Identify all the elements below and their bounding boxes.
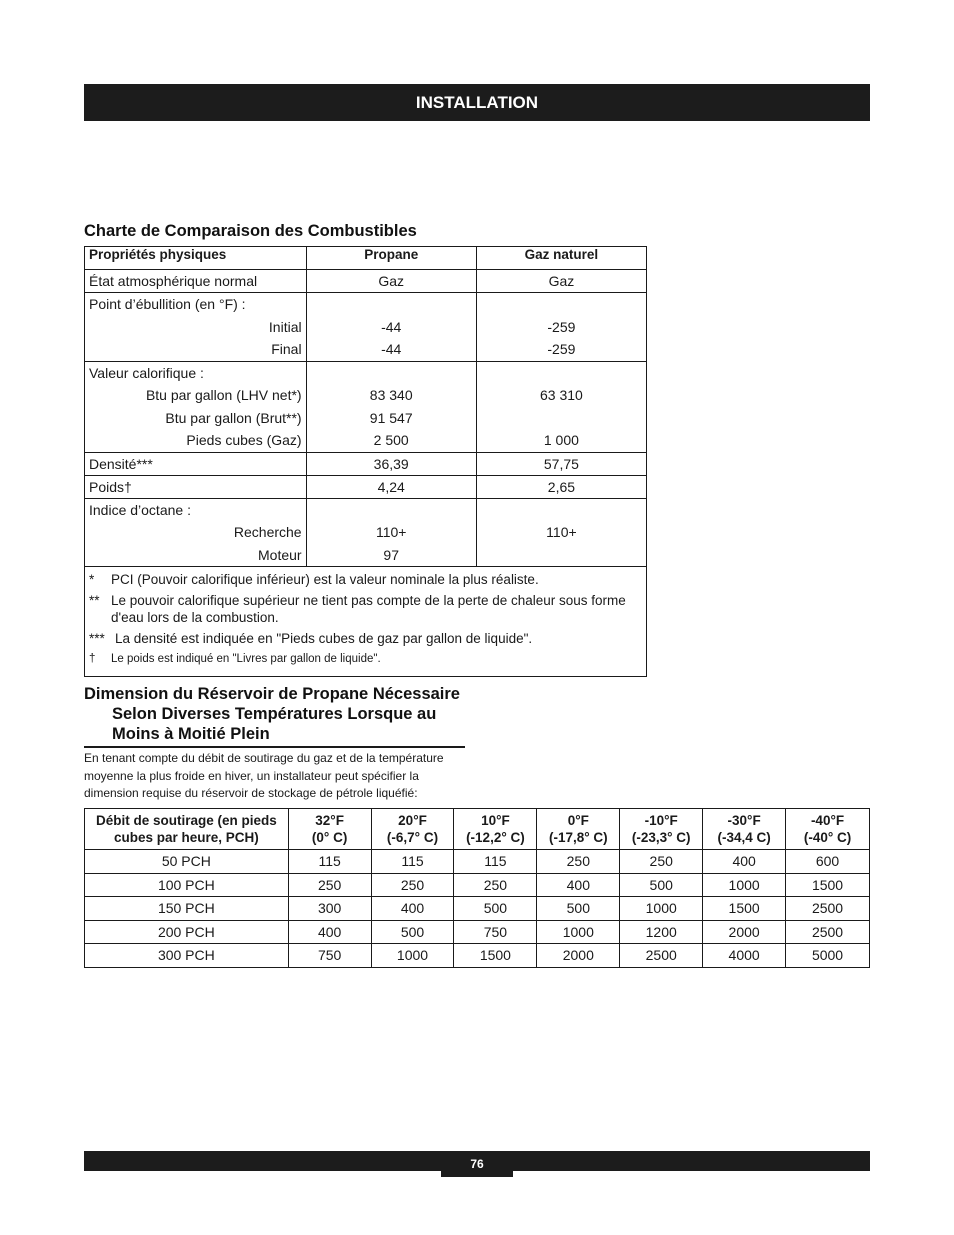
cell-value: 400 [371, 897, 454, 921]
cell-value: 1000 [537, 920, 620, 944]
footnote-mark: ** [89, 593, 100, 608]
cell-value: -259 [547, 341, 576, 357]
section-header-title: INSTALLATION [415, 92, 539, 112]
cell-value: Gaz [306, 270, 476, 293]
cell-value: 2500 [786, 897, 870, 921]
row-label: 100 PCH [85, 873, 289, 897]
cell-value: -44 [381, 318, 402, 335]
cell-value: 1000 [620, 897, 703, 921]
footnote [89, 651, 642, 668]
cell-value: 5000 [786, 944, 870, 968]
table-row [85, 850, 870, 874]
cell-value: 500 [620, 873, 703, 897]
fuel-comparison-table [84, 246, 647, 677]
column-header: Gaz naturel [476, 247, 646, 270]
table-row [85, 944, 870, 968]
tank-size-table [84, 808, 870, 968]
column-header-line: (-17,8° C) [548, 830, 608, 845]
column-header-line: (-6,7° C) [386, 830, 439, 845]
cell-value: 57,75 [476, 452, 646, 475]
tank-title-line: Dimension du Réservoir de Propane Nécessaire [84, 685, 460, 703]
table-row [85, 897, 870, 921]
footnote-text: Le pouvoir calorifique supérieur ne tient pas compte de la perte de chaleur sous forme d'eau lors de la combustion. [111, 593, 626, 625]
row-label: Densité*** [85, 452, 307, 475]
table-row [85, 475, 647, 498]
column-header-line: 10°F [481, 813, 510, 828]
row-sublabel: Recherche [233, 524, 302, 540]
table-row [85, 920, 870, 944]
cell-value: 750 [454, 920, 537, 944]
row-sublabel: Btu par gallon (Brut**) [165, 409, 302, 426]
column-header [703, 809, 786, 850]
row-label: Valeur calorifique : [89, 364, 204, 381]
footnote-mark: † [89, 653, 96, 665]
column-header-line: 32°F [315, 813, 344, 828]
column-header-line: -30°F [727, 813, 761, 828]
notes-row [85, 567, 647, 677]
footnote [89, 571, 642, 588]
cell-value: 115 [454, 850, 537, 874]
cell-value: 110+ [375, 524, 407, 540]
table-row [85, 270, 647, 293]
column-header-line: 0°F [567, 813, 589, 828]
column-header-line: 20°F [398, 813, 427, 828]
table-row [85, 293, 647, 362]
row-sublabel: Btu par gallon (LHV net*) [145, 387, 302, 403]
column-header [537, 809, 620, 850]
table-header-row [85, 247, 647, 270]
footnote-text: Le poids est indiqué en "Livres par gallon de liquide". [111, 653, 381, 665]
cell-value: 97 [383, 546, 399, 563]
cell-value: 115 [288, 850, 371, 874]
table-row [85, 873, 870, 897]
tank-title-line: Moins à Moitié Plein [112, 725, 270, 743]
cell-value: 400 [537, 873, 620, 897]
fuel-chart-title: Charte de Comparaison des Combustibles [84, 222, 417, 240]
cell-value: -44 [381, 341, 402, 357]
cell-value: 1000 [703, 873, 786, 897]
row-label: Indice d’octane : [89, 501, 191, 518]
cell-value: 250 [371, 873, 454, 897]
cell-value: 2 500 [373, 432, 409, 448]
column-header [288, 809, 371, 850]
cell-value: 500 [454, 897, 537, 921]
column-header [786, 809, 870, 850]
cell-value: 1500 [703, 897, 786, 921]
cell-value: Gaz [476, 270, 646, 293]
column-header: Propane [306, 247, 476, 270]
column-header [454, 809, 537, 850]
column-header: Propriétés physiques [85, 247, 307, 270]
column-header [85, 809, 289, 850]
page-number-tab [441, 1151, 513, 1177]
cell-value: 1 000 [543, 432, 579, 448]
cell-value: 250 [620, 850, 703, 874]
column-header [620, 809, 703, 850]
footnote-mark: *** [89, 631, 105, 646]
tank-intro-text: En tenant compte du débit de soutirage du gaz et de la température moyenne la plus froide en hiver, un installateur peut spécifier la dimension requise du réservoir de stockage de pétrole liquéfié: [84, 751, 444, 800]
cell-value: -259 [547, 318, 576, 335]
cell-value: 400 [288, 920, 371, 944]
row-label: Point d’ébullition (en °F) : [89, 296, 246, 312]
footnote [89, 630, 642, 647]
cell-value: 1500 [786, 873, 870, 897]
row-sublabel: Pieds cubes (Gaz) [186, 432, 302, 448]
column-header-line: (-12,2° C) [466, 830, 525, 845]
cell-value: 500 [371, 920, 454, 944]
footnote [89, 592, 642, 626]
cell-value: 600 [786, 850, 870, 874]
cell-value: 1500 [454, 944, 537, 968]
cell-value: 63 310 [539, 387, 583, 403]
cell-value: 250 [454, 873, 537, 897]
table-row [85, 361, 647, 452]
cell-value: 91 547 [369, 409, 413, 426]
table-row [85, 498, 647, 567]
cell-value: 36,39 [306, 452, 476, 475]
footnote-mark: * [89, 572, 95, 587]
table-header-row [85, 809, 870, 850]
cell-value: 83 340 [369, 387, 413, 403]
cell-value: 2000 [703, 920, 786, 944]
row-label: 200 PCH [85, 920, 289, 944]
cell-value: 115 [371, 850, 454, 874]
cell-value: 110+ [546, 524, 577, 540]
cell-value: 250 [288, 873, 371, 897]
row-label: 50 PCH [85, 850, 289, 874]
column-header-line: (-23,3° C) [631, 830, 691, 845]
column-header-line: -40°F [810, 813, 845, 828]
column-header-line: (-40° C) [803, 830, 852, 845]
cell-value: 500 [537, 897, 620, 921]
tank-section-title [84, 684, 474, 744]
footnote-text: La densité est indiquée en "Pieds cubes de gaz par gallon de liquide". [115, 631, 533, 646]
cell-value: 250 [537, 850, 620, 874]
section-header-bar [84, 84, 870, 121]
row-label: Poids† [85, 475, 307, 498]
row-label: 300 PCH [85, 944, 289, 968]
cell-value: 4,24 [306, 475, 476, 498]
row-label: État atmosphérique normal [85, 270, 307, 293]
page-number: 76 [470, 1157, 484, 1171]
cell-value: 2500 [786, 920, 870, 944]
cell-value: 2500 [620, 944, 703, 968]
cell-value: 1000 [371, 944, 454, 968]
cell-value: 750 [288, 944, 371, 968]
row-sublabel: Moteur [258, 546, 302, 563]
cell-value: 4000 [703, 944, 786, 968]
column-header-line: (-34,4 C) [717, 830, 771, 845]
cell-value: 1200 [620, 920, 703, 944]
cell-value: 2000 [537, 944, 620, 968]
table-row [85, 452, 647, 475]
cell-value: 300 [288, 897, 371, 921]
section-divider [84, 746, 465, 748]
footnote-text: PCI (Pouvoir calorifique inférieur) est la valeur nominale la plus réaliste. [111, 572, 539, 587]
row-sublabel: Initial [268, 318, 302, 335]
cell-value: 400 [703, 850, 786, 874]
row-label: 150 PCH [85, 897, 289, 921]
column-header-line: (0° C) [311, 830, 348, 845]
column-header-line: Débit de soutirage (en pieds [95, 813, 277, 828]
column-header [371, 809, 454, 850]
cell-value: 2,65 [476, 475, 646, 498]
row-sublabel: Final [271, 341, 302, 357]
column-header-line: -10°F [644, 813, 678, 828]
tank-title-line: Selon Diverses Températures Lorsque au [112, 705, 437, 723]
column-header-line: cubes par heure, PCH) [113, 830, 259, 845]
